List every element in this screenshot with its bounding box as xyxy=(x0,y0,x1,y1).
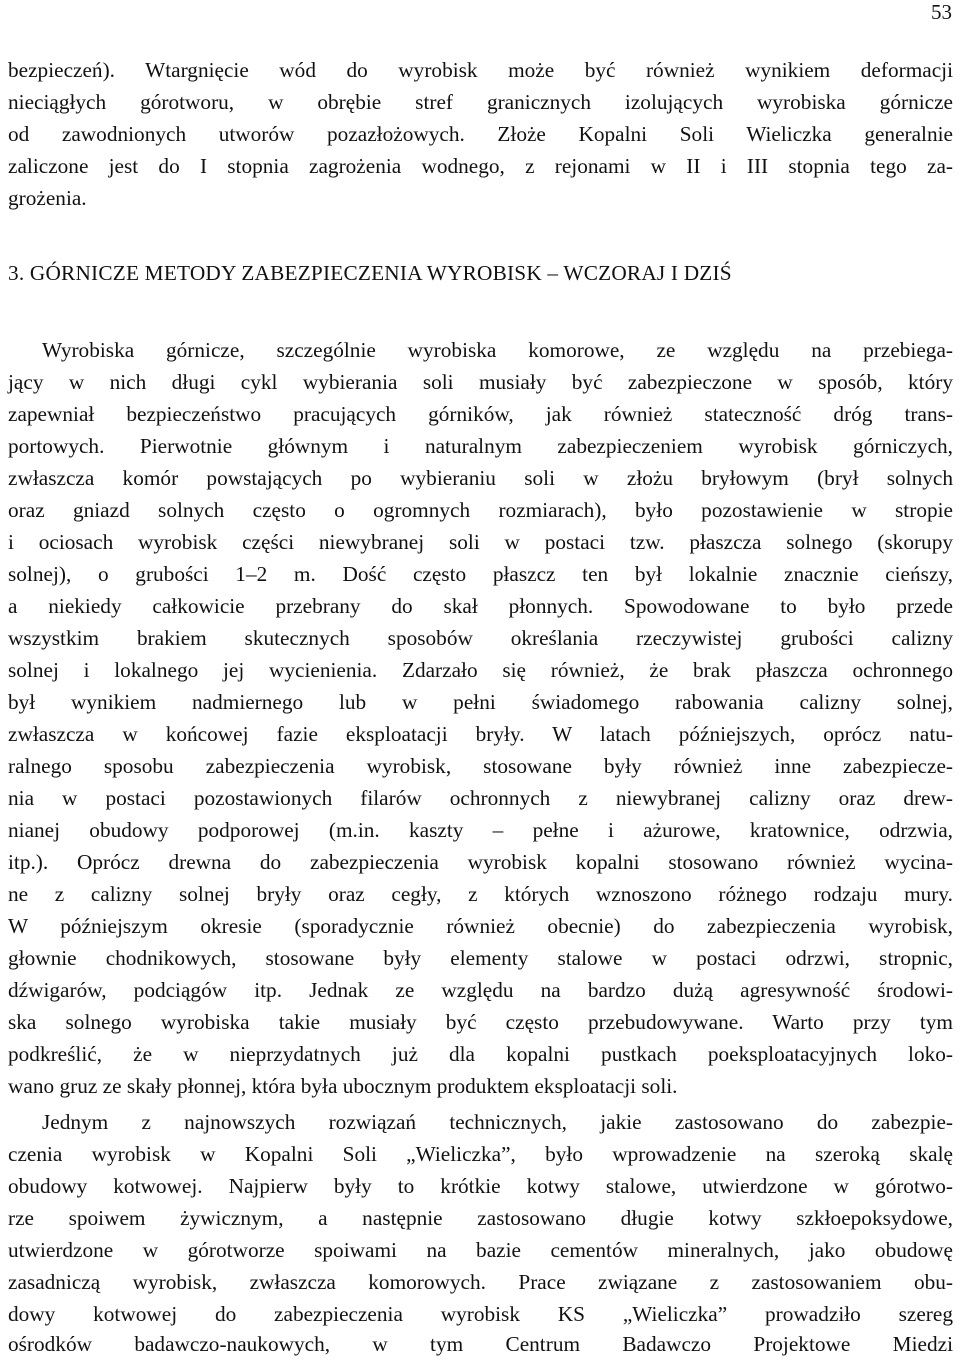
text-line: zapewniał bezpieczeństwo pracujących górników, jak również stateczność dróg trans- xyxy=(8,402,953,426)
text-line: ne z calizny solnej bryły oraz cegły, z których wznoszono różnego rodzaju mury. xyxy=(8,882,953,906)
text-line: W późniejszym okresie (sporadycznie również obecnie) do zabezpieczenia wyrobisk, xyxy=(8,914,953,938)
section-heading: 3. GÓRNICZE METODY ZABEZPIECZENIA WYROBISK – WCZORAJ I DZIŚ xyxy=(8,261,732,285)
text-line: był wynikiem nadmiernego lub w pełni świadomego rabowania calizny solnej, xyxy=(8,690,953,714)
text-line: ska solnego wyrobiska takie musiały być często przebudowywane. Warto przy tym xyxy=(8,1010,953,1034)
text-line: solnej i lokalnego jej wycienienia. Zdarzało się również, że brak płaszcza ochronnego xyxy=(8,658,953,682)
text-line: utwierdzone w górotworze spoiwami na bazie cementów mineralnych, jako obudowę xyxy=(8,1238,953,1262)
text-line: dowy kotwowej do zabezpieczenia wyrobisk KS „Wieliczka” prowadziło szereg xyxy=(8,1302,953,1326)
text-line: podkreślić, że w nieprzydatnych już dla kopalni pustkach poeksploatacyjnych loko- xyxy=(8,1042,953,1066)
text-line: nia w postaci pozostawionych filarów ochronnych z niewybranej calizny oraz drew- xyxy=(8,786,953,810)
text-line: głownie chodnikowych, stosowane były elementy stalowe w postaci odrzwi, stropnic, xyxy=(8,946,953,970)
text-line: portowych. Pierwotnie głównym i naturalnym zabezpieczeniem wyrobisk górniczych, xyxy=(8,434,953,458)
text-line: jący w nich długi cykl wybierania soli musiały być zabezpieczone w sposób, który xyxy=(8,370,953,394)
text-line: a niekiedy całkowicie przebrany do skał płonnych. Spowodowane to było przede xyxy=(8,594,953,618)
text-line: zaliczone jest do I stopnia zagrożenia wodnego, z rejonami w II i III stopnia tego za- xyxy=(8,154,953,178)
text-line: zwłaszcza komór powstających po wybieraniu soli w złożu bryłowym (brył solnych xyxy=(8,466,953,490)
text-line: czenia wyrobisk w Kopalni Soli „Wieliczka”, było wprowadzenie na szeroką skalę xyxy=(8,1142,953,1166)
text-line: i ociosach wyrobisk części niewybranej soli w postaci tzw. płaszcza solnego (skorupy xyxy=(8,530,953,554)
text-line: od zawodnionych utworów pozazłożowych. Złoże Kopalni Soli Wieliczka generalnie xyxy=(8,122,953,146)
text-line: nianej obudowy podporowej (m.in. kaszty – pełne i ażurowe, kratownice, odrzwia, xyxy=(8,818,953,842)
text-line: Jednym z najnowszych rozwiązań technicznych, jakie zastosowano do zabezpie- xyxy=(42,1110,953,1134)
text-line: obudowy kotwowej. Najpierw były to krótkie kotwy stalowe, utwierdzone w górotwo- xyxy=(8,1174,953,1198)
text-line: ośrodków badawczo-naukowych, w tym Centrum Badawczo Projektowe Miedzi xyxy=(8,1332,953,1356)
text-line: zasadniczą wyrobisk, zwłaszcza komorowych. Prace związane z zastosowaniem obu- xyxy=(8,1270,953,1294)
text-line: itp.). Oprócz drewna do zabezpieczenia wyrobisk kopalni stosowano również wycina- xyxy=(8,850,953,874)
page-number: 53 xyxy=(931,0,952,24)
text-line: wszystkim brakiem skutecznych sposobów określania rzeczywistej grubości calizny xyxy=(8,626,953,650)
text-line: bezpieczeń). Wtargnięcie wód do wyrobisk może być również wynikiem deformacji xyxy=(8,58,953,82)
text-line: Wyrobiska górnicze, szczególnie wyrobiska komorowe, ze względu na przebiega- xyxy=(42,338,953,362)
text-line: dźwigarów, podciągów itp. Jednak ze względu na bardzo dużą agresywność środowi- xyxy=(8,978,953,1002)
text-line: grożenia. xyxy=(8,186,87,210)
text-line: zwłaszcza w końcowej fazie eksploatacji bryły. W latach późniejszych, oprócz natu- xyxy=(8,722,953,746)
text-line: rze spoiwem żywicznym, a następnie zastosowano długie kotwy szkłoepoksydowe, xyxy=(8,1206,953,1230)
text-line: oraz gniazd solnych często o ogromnych rozmiarach), było pozostawienie w stropie xyxy=(8,498,953,522)
text-line: wano gruz ze skały płonnej, która była ubocznym produktem eksploatacji soli. xyxy=(8,1074,678,1098)
text-line: ralnego sposobu zabezpieczenia wyrobisk, stosowane były również inne zabezpiecze- xyxy=(8,754,953,778)
text-line: solnej), o grubości 1–2 m. Dość często płaszcz ten był lokalnie znacznie cieńszy, xyxy=(8,562,953,586)
text-line: nieciągłych górotworu, w obrębie stref granicznych izolujących wyrobiska górnicze xyxy=(8,90,953,114)
